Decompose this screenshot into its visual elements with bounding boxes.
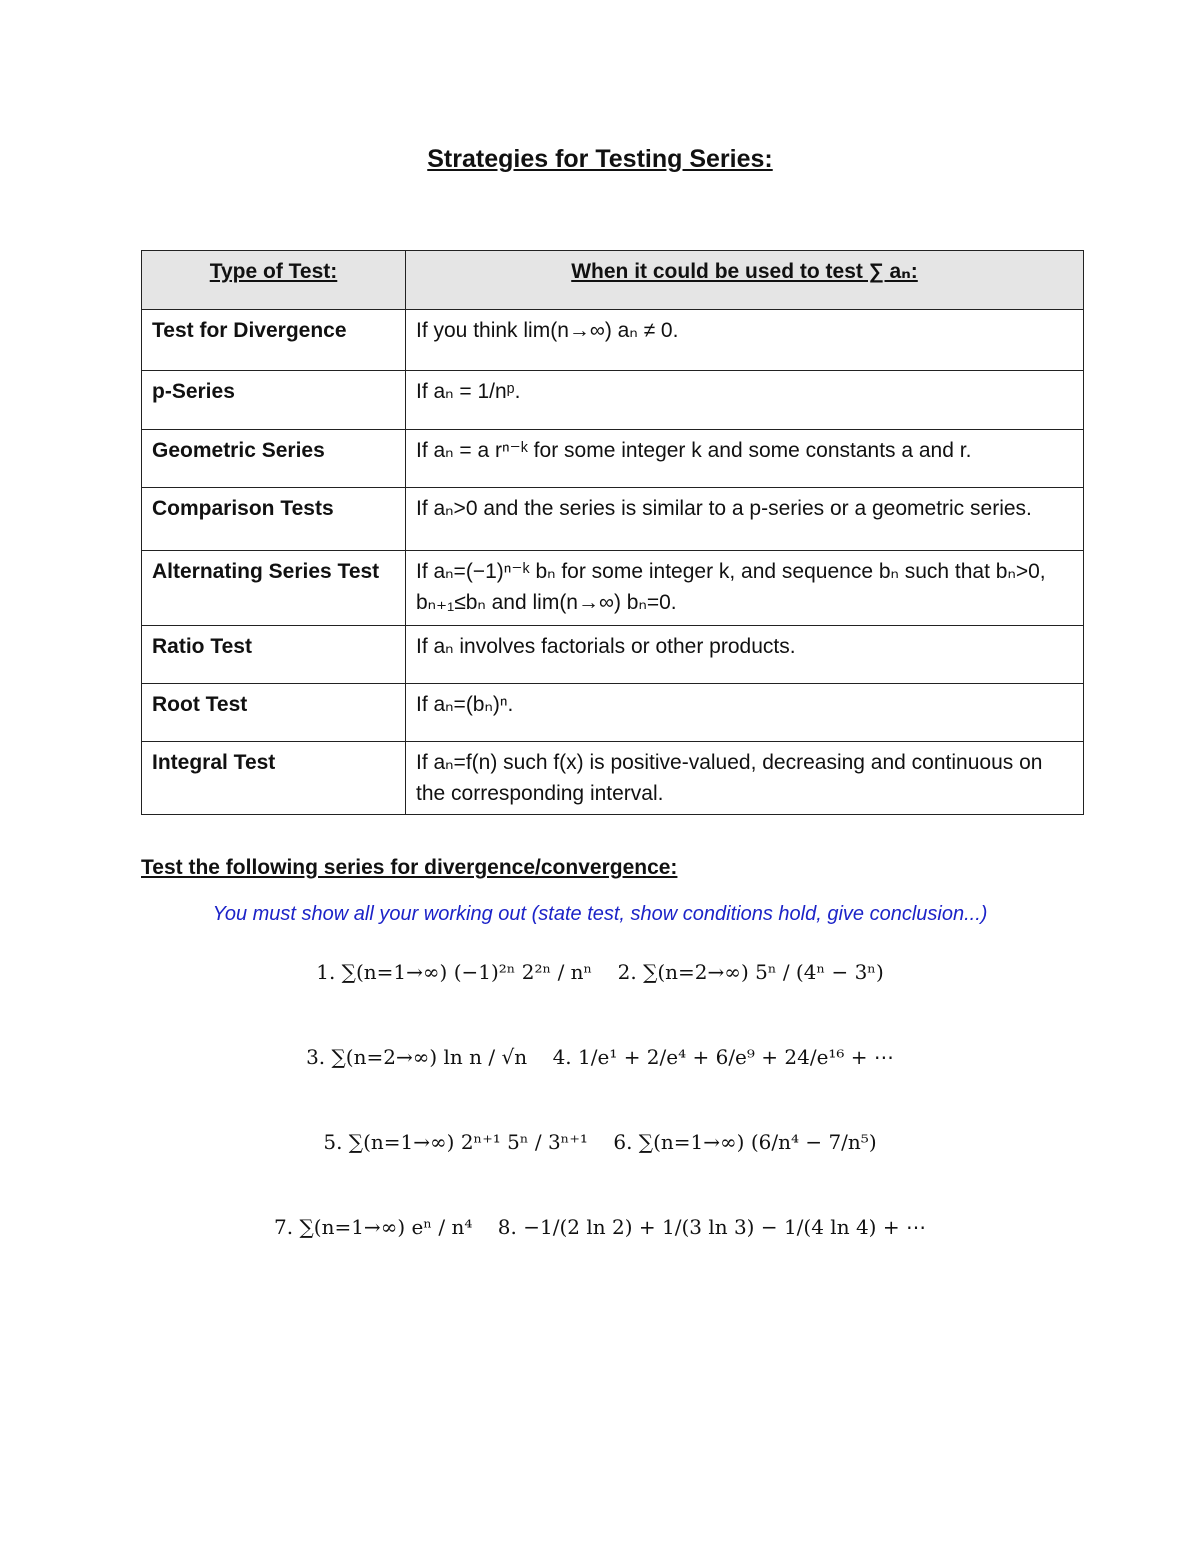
row-name: Integral Test bbox=[142, 742, 406, 815]
table-row bbox=[142, 310, 1084, 371]
row-condition: If aₙ=(−1)ⁿ⁻ᵏ bₙ for some integer k, and sequence bₙ such that bₙ>0, bₙ₊₁≤bₙ and lim(n→∞) bₙ=0. bbox=[406, 551, 1084, 626]
problem-7: 7. ∑(n=1→∞) eⁿ / n⁴ bbox=[274, 1215, 473, 1239]
table-row bbox=[142, 551, 1084, 626]
problem-1: 1. ∑(n=1→∞) (−1)²ⁿ 2²ⁿ / nⁿ bbox=[316, 960, 593, 984]
problem-5: 5. ∑(n=1→∞) 2ⁿ⁺¹ 5ⁿ / 3ⁿ⁺¹ bbox=[323, 1130, 588, 1154]
header-type-of-test: Type of Test: bbox=[142, 251, 406, 310]
row-name: Test for Divergence bbox=[142, 310, 406, 371]
problem-2: 2. ∑(n=2→∞) 5ⁿ / (4ⁿ − 3ⁿ) bbox=[617, 960, 884, 984]
test-strategies-table bbox=[141, 250, 1084, 815]
table-row bbox=[142, 684, 1084, 742]
table-header-row bbox=[142, 251, 1084, 310]
problem-8: 8. −1/(2 ln 2) + 1/(3 ln 3) − 1/(4 ln 4) + ⋯ bbox=[497, 1215, 926, 1239]
table-row bbox=[142, 430, 1084, 488]
table-row bbox=[142, 626, 1084, 684]
exercise-section-title: Test the following series for divergence/convergence: bbox=[141, 856, 678, 879]
row-condition: If aₙ = 1/nᵖ. bbox=[406, 371, 1084, 430]
problem-3: 3. ∑(n=2→∞) ln n / √n bbox=[306, 1045, 528, 1069]
table-row bbox=[142, 742, 1084, 815]
table-row bbox=[142, 488, 1084, 551]
exercise-instruction: You must show all your working out (state test, show conditions hold, give conclusion...) bbox=[212, 903, 988, 925]
row-name: Geometric Series bbox=[142, 430, 406, 488]
problem-row-4 bbox=[0, 1215, 1200, 1239]
header-when-used bbox=[406, 251, 1084, 310]
table-row bbox=[142, 371, 1084, 430]
row-condition: If aₙ=(bₙ)ⁿ. bbox=[406, 684, 1084, 742]
row-name: Ratio Test bbox=[142, 626, 406, 684]
row-condition: If aₙ = a rⁿ⁻ᵏ for some integer k and some constants a and r. bbox=[406, 430, 1084, 488]
problem-row-1 bbox=[0, 960, 1200, 984]
problem-6: 6. ∑(n=1→∞) (6/n⁴ − 7/n⁵) bbox=[613, 1130, 877, 1154]
row-name: Comparison Tests bbox=[142, 488, 406, 551]
row-condition: If aₙ=f(n) such f(x) is positive-valued, decreasing and continuous on the corresponding interval. bbox=[406, 742, 1084, 815]
problem-4: 4. 1/e¹ + 2/e⁴ + 6/e⁹ + 24/e¹⁶ + ⋯ bbox=[552, 1045, 894, 1069]
header-when-used-text: When it could be used to test ∑ aₙ: bbox=[571, 260, 918, 283]
row-name: p-Series bbox=[142, 371, 406, 430]
row-name: Root Test bbox=[142, 684, 406, 742]
row-condition: If you think lim(n→∞) aₙ ≠ 0. bbox=[406, 310, 1084, 371]
problem-row-3 bbox=[0, 1130, 1200, 1154]
page-title: Strategies for Testing Series: bbox=[427, 145, 773, 173]
row-condition: If aₙ>0 and the series is similar to a p-series or a geometric series. bbox=[406, 488, 1084, 551]
row-name: Alternating Series Test bbox=[142, 551, 406, 626]
row-condition: If aₙ involves factorials or other products. bbox=[406, 626, 1084, 684]
problem-row-2 bbox=[0, 1045, 1200, 1069]
